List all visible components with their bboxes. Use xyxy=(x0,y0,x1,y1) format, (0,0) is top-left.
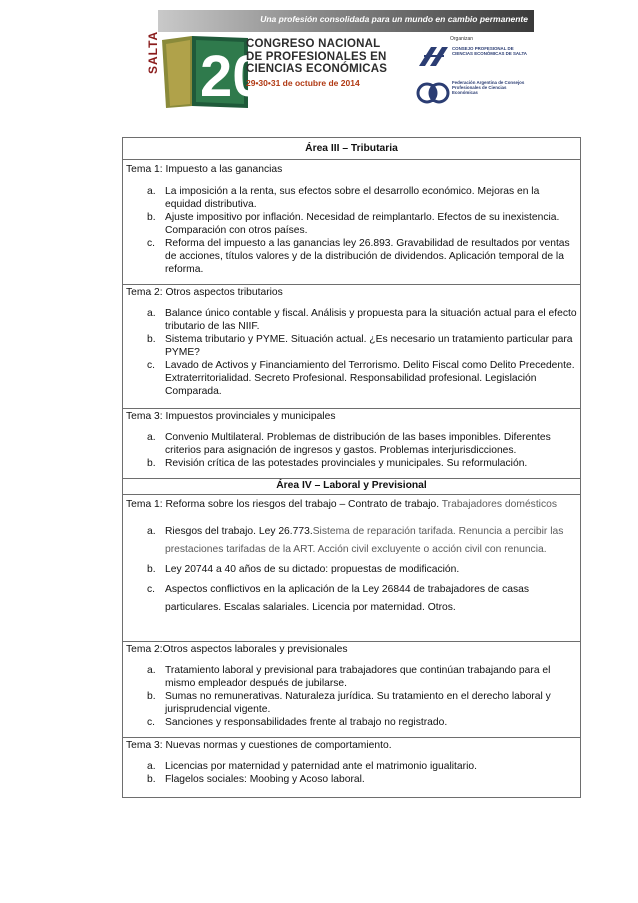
tema-item-list xyxy=(126,523,577,617)
tema-title: Tema 1: Impuesto a las ganancias xyxy=(126,164,283,175)
list-item xyxy=(126,690,577,716)
item-text: Ajuste impositivo por inflación. Necesidad de reimplantarlo. Efectos de su inexistencia. Comparación con otros países. xyxy=(165,212,560,236)
topics-table xyxy=(122,137,581,798)
facpce-logo-icon xyxy=(416,78,450,108)
logo-number: 20 xyxy=(200,44,265,109)
tema-cell xyxy=(123,642,581,738)
list-item xyxy=(126,333,577,359)
tema-row xyxy=(123,495,581,642)
item-text: Balance único contable y fiscal. Análisis y propuesta para la situación actual para el efecto tributario de las NIIF. xyxy=(165,308,577,332)
list-item xyxy=(126,185,577,211)
item-text: Revisión crítica de las potestades provinciales y municipales. Su reformulación. xyxy=(165,458,528,469)
list-item xyxy=(126,561,577,579)
congress-banner xyxy=(146,10,535,110)
item-label: c. xyxy=(147,238,156,249)
tema-row xyxy=(123,160,581,285)
item-label: a. xyxy=(147,665,156,676)
tema-cell xyxy=(123,160,581,285)
tema-item-list xyxy=(126,431,577,470)
item-text: Sistema tributario y PYME. Situación actual. ¿Es necesario un tratamiento particular para PYME? xyxy=(165,334,573,358)
congress-title-line1: CONGRESO NACIONAL xyxy=(246,38,381,50)
tagline-bar xyxy=(158,10,534,32)
tema-title-main: Tema 1: Reforma sobre los riesgos del trabajo – Contrato de trabajo. xyxy=(126,499,440,510)
logo-city: SALTA xyxy=(146,30,160,74)
tagline: Una profesión consolidada para un mundo en cambio permanente xyxy=(260,14,528,24)
tema-item-list xyxy=(126,185,577,276)
item-label: c. xyxy=(147,717,156,728)
tema-title-secondary: Trabajadores domésticos xyxy=(441,499,557,510)
item-label: a. xyxy=(147,526,156,537)
tema-title: Tema 3: Impuestos provinciales y municipales xyxy=(126,411,336,422)
tema-title xyxy=(126,495,577,514)
item-text: Sanciones y responsabilidades frente al trabajo no registrado. xyxy=(165,717,448,728)
item-text: Tratamiento laboral y previsional para trabajadores que continúan trabajando para el mismo empleador después de jubilarse. xyxy=(165,665,551,689)
item-label: a. xyxy=(147,186,156,197)
item-label: a. xyxy=(147,432,156,443)
list-item xyxy=(126,237,577,276)
cpce-salta-logo-icon xyxy=(416,44,450,70)
tema-title: Tema 2:Otros aspectos laborales y previsionales xyxy=(126,644,348,655)
tema-cell xyxy=(123,409,581,479)
congress-title-line3: CIENCIAS ECONÓMICAS xyxy=(246,63,388,75)
tema-cell xyxy=(123,495,581,642)
organizers-heading: Organizan xyxy=(450,36,474,42)
item-text-secondary: Sistema de reparación tarifada. Renuncia a percibir las prestaciones tarifadas de la ART. Acción civil excluyente o acción civil con renuncia. xyxy=(165,526,564,555)
item-label: a. xyxy=(147,761,156,772)
list-item xyxy=(126,431,577,457)
tema-title: Tema 2: Otros aspectos tributarios xyxy=(126,287,283,298)
congress-title-line2: DE PROFESIONALES EN xyxy=(246,50,387,63)
item-label: a. xyxy=(147,308,156,319)
tema-row xyxy=(123,642,581,738)
tema-cell xyxy=(123,738,581,798)
item-text: Licencias por maternidad y paternidad ante el matrimonio igualitario. xyxy=(165,761,477,772)
congress-title xyxy=(246,38,387,76)
item-text: Aspectos conflictivos en la aplicación de la Ley 26844 de trabajadores de casas particulares. Escalas salariales. Licencia por maternidad. Otros. xyxy=(165,584,530,613)
list-item xyxy=(126,773,577,786)
item-text: Riesgos del trabajo. Ley 26.773. xyxy=(165,526,313,537)
list-item xyxy=(126,307,577,333)
item-label: b. xyxy=(147,691,156,702)
item-label: b. xyxy=(147,212,156,223)
item-label: b. xyxy=(147,458,156,469)
list-item xyxy=(126,523,577,559)
tema-cell xyxy=(123,285,581,409)
area-title: Área IV – Laboral y Previsional xyxy=(123,479,581,495)
item-label: b. xyxy=(147,774,156,785)
list-item xyxy=(126,760,577,773)
item-text: Sumas no remunerativas. Naturaleza jurídica. Su tratamiento en el derecho laboral y jurisprudencial vigente. xyxy=(165,691,551,715)
tema-item-list xyxy=(126,307,577,398)
tema-item-list xyxy=(126,664,577,729)
item-label: b. xyxy=(147,564,156,575)
list-item xyxy=(126,359,577,398)
tema-item-list xyxy=(126,760,577,786)
item-text: Ley 20744 a 40 años de su dictado: propuestas de modificación. xyxy=(165,564,460,575)
list-item xyxy=(126,664,577,690)
congress-20-logo xyxy=(152,34,265,110)
org2-name: Federación Argentina de Consejos Profesionales de Ciencias Económicas xyxy=(452,80,525,95)
organizers-block xyxy=(408,36,533,112)
item-label: c. xyxy=(147,584,156,595)
area-header-row xyxy=(123,138,581,160)
congress-dates: 29•30•31 de octubre de 2014 xyxy=(246,78,360,88)
item-label: b. xyxy=(147,334,156,345)
item-text: Reforma del impuesto a las ganancias ley 26.893. Gravabilidad de resultados por ventas de acciones, títulos valores y de la distribución de dividendos. Aplicación temporal de la reforma. xyxy=(165,238,570,275)
list-item xyxy=(126,457,577,470)
org1-name: CONSEJO PROFESIONAL DE CIENCIAS ECONÓMICAS DE SALTA xyxy=(452,46,527,56)
tema-row xyxy=(123,738,581,798)
list-item xyxy=(126,211,577,237)
list-item xyxy=(126,716,577,729)
item-text: Lavado de Activos y Financiamiento del Terrorismo. Delito Fiscal como Delito Precedente. Extraterritorialidad. Secreto Profesional. Responsabilidad profesional. Legislación Comparada. xyxy=(165,360,575,397)
item-text: La imposición a la renta, sus efectos sobre el desarrollo económico. Mejoras en la equidad distributiva. xyxy=(165,186,540,210)
tema-row xyxy=(123,409,581,479)
item-text: Flagelos sociales: Moobing y Acoso laboral. xyxy=(165,774,365,785)
item-label: c. xyxy=(147,360,156,371)
area-title: Área III – Tributaria xyxy=(123,138,581,160)
item-text: Convenio Multilateral. Problemas de distribución de las bases imponibles. Diferentes criterios para asignación de ingresos y gastos. Problemas interjurisdicciones. xyxy=(165,432,551,456)
tema-title: Tema 3: Nuevas normas y cuestiones de comportamiento. xyxy=(126,740,392,751)
list-item xyxy=(126,581,577,617)
area-header-row xyxy=(123,479,581,495)
tema-row xyxy=(123,285,581,409)
